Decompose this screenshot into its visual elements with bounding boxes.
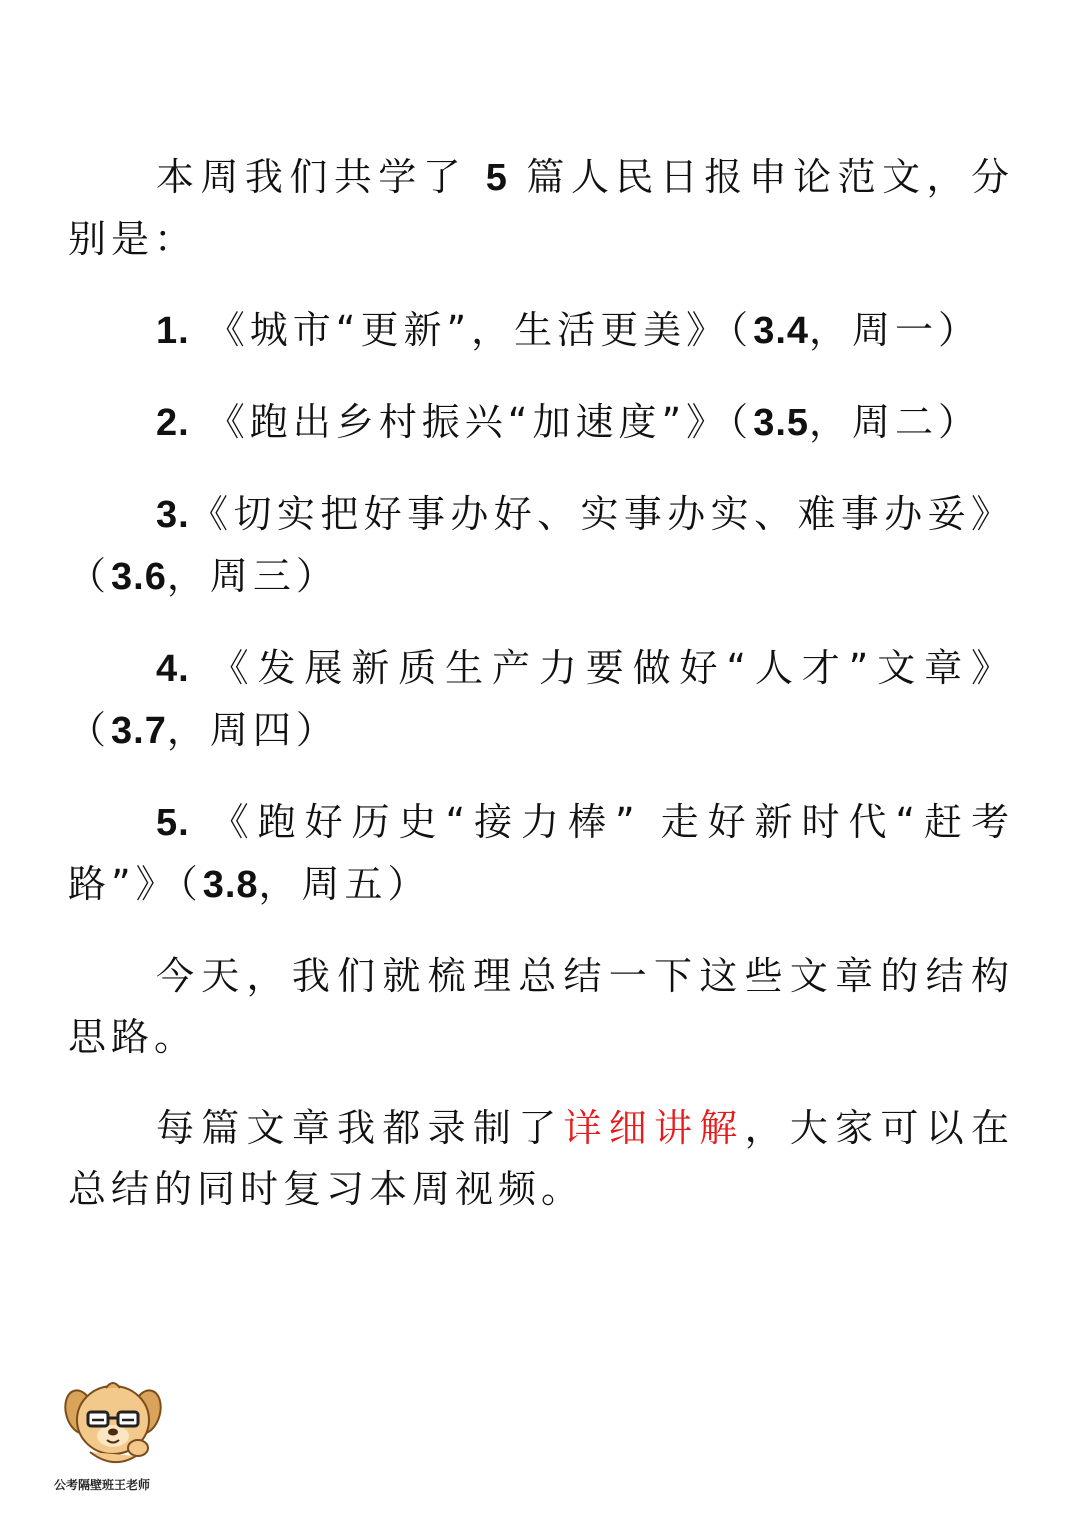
summary-paragraph: 今天，我们就梳理总结一下这些文章的结构思路。 <box>68 954 1014 1059</box>
article-date: 3.4 <box>753 310 810 352</box>
article-title: 《发展新质生产力要做好“人才”文章》 <box>210 646 1014 690</box>
article-date: 3.7 <box>111 710 167 752</box>
article-count: 5 <box>485 157 508 199</box>
intro-paragraph <box>68 147 1014 270</box>
logo-caption: 公考隔壁班王老师 <box>54 1478 151 1492</box>
article-number: 2. <box>156 402 190 444</box>
article-number: 1. <box>156 310 190 352</box>
closing-paragraph <box>68 1098 1014 1220</box>
article-meta-open: （ <box>178 862 203 906</box>
article-weekday: ，周四） <box>166 708 339 752</box>
article-date: 3.6 <box>111 556 167 598</box>
article-item-2 <box>68 392 1014 454</box>
document-body <box>68 147 1014 1250</box>
article-title: 《切实把好事办好、实事办实、难事办妥》 <box>189 492 1014 536</box>
highlight-text: 详细讲解 <box>563 1106 745 1150</box>
article-meta-open: （ <box>68 708 112 752</box>
article-meta-open: （ <box>729 308 754 352</box>
article-title: 《跑好历史“接力棒” 走好新时代“赶考路”》 <box>68 800 1014 906</box>
article-number: 3. <box>156 494 190 536</box>
intro-text-before: 本周我们共学了 <box>156 155 486 199</box>
article-weekday: ，周三） <box>166 554 339 598</box>
article-item-1 <box>68 300 1014 362</box>
article-weekday: ，周二） <box>809 400 982 444</box>
closing-text-after: ，大家可以在总结的同时复习本周视频。 <box>68 1106 1014 1211</box>
article-title: 《跑出乡村振兴“加速度”》 <box>206 400 730 444</box>
article-date: 3.5 <box>753 402 810 444</box>
intro-text-after: 篇人民日报申论范文，分别是： <box>68 155 1014 261</box>
article-item-3 <box>68 484 1014 608</box>
dog-with-glasses-icon <box>58 1372 168 1472</box>
article-weekday: ，周一） <box>809 308 982 352</box>
article-date: 3.8 <box>202 864 259 906</box>
article-item-5 <box>68 792 1014 916</box>
article-number: 4. <box>156 648 190 690</box>
article-weekday: ，周五） <box>258 862 431 906</box>
article-meta-open: （ <box>729 400 754 444</box>
article-item-4 <box>68 638 1014 762</box>
article-number: 5. <box>156 802 190 844</box>
article-meta-open: （ <box>68 554 112 598</box>
article-title: 《城市“更新”，生活更美》 <box>206 308 730 352</box>
closing-text-before: 每篇文章我都录制了 <box>156 1106 564 1150</box>
